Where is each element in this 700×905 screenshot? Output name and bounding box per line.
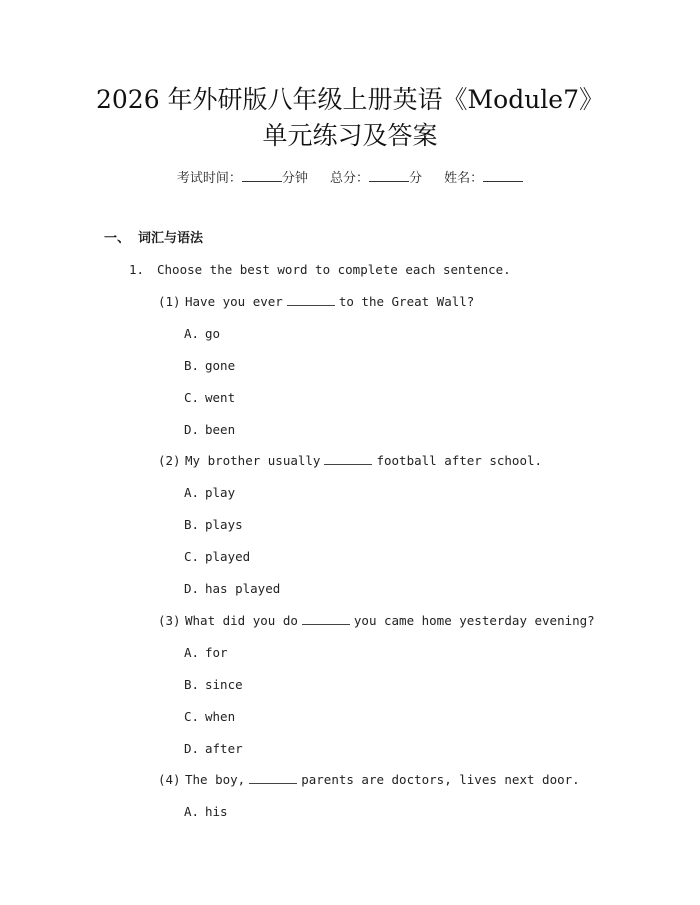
option-letter: C. — [184, 708, 200, 724]
item-text-before: Have you ever — [185, 293, 283, 309]
score-field — [330, 169, 422, 188]
option-letter: A. — [184, 325, 200, 341]
option-text: gone — [205, 357, 236, 373]
item-stem — [158, 612, 595, 630]
option-row — [184, 676, 243, 694]
item-stem — [158, 452, 542, 470]
item-stem — [158, 771, 580, 789]
question-line — [129, 261, 511, 279]
time-field — [177, 169, 308, 188]
item-number: (1) — [158, 293, 181, 309]
option-row — [184, 708, 235, 726]
option-row — [184, 740, 243, 758]
option-letter: C. — [184, 549, 200, 565]
option-row — [184, 644, 228, 662]
option-row — [184, 803, 228, 821]
item-text-before: What did you do — [185, 612, 298, 628]
name-field — [444, 169, 523, 188]
item-text-after: parents are doctors, lives next door. — [301, 772, 580, 788]
option-row — [184, 357, 235, 375]
option-row — [184, 548, 250, 566]
answer-blank — [287, 293, 335, 306]
option-letter: A. — [184, 804, 200, 820]
option-letter: B. — [184, 517, 200, 533]
time-unit: 分钟 — [281, 171, 308, 186]
option-row — [184, 421, 235, 439]
question-number: 1. — [129, 262, 145, 277]
option-row — [184, 516, 243, 534]
page-title-line2: 单元练习及答案 — [262, 121, 438, 150]
option-text: been — [205, 421, 236, 437]
item-number: (2) — [158, 453, 181, 469]
item-text-after: to the Great Wall? — [338, 293, 475, 309]
option-text: when — [205, 708, 236, 724]
time-blank — [242, 169, 282, 182]
option-text: after — [205, 740, 243, 756]
option-text: go — [205, 325, 221, 341]
section-heading — [104, 230, 203, 248]
option-text: for — [205, 644, 228, 660]
item-text-after: you came home yesterday evening? — [353, 612, 595, 628]
item-text-before: The boy, — [185, 772, 246, 788]
option-row — [184, 325, 220, 343]
section-number: 一、 — [104, 231, 131, 246]
option-text: went — [205, 389, 236, 405]
score-blank — [369, 169, 409, 182]
option-text: since — [205, 676, 243, 692]
option-letter: B. — [184, 357, 200, 373]
item-text-after: football after school. — [376, 453, 543, 469]
item-number: (3) — [158, 612, 181, 628]
name-label: 姓名： — [444, 171, 484, 186]
option-letter: C. — [184, 389, 200, 405]
option-letter: D. — [184, 581, 200, 596]
answer-blank — [324, 452, 372, 465]
option-letter: D. — [184, 421, 200, 437]
option-letter: B. — [184, 676, 200, 692]
option-text: has played — [205, 581, 281, 596]
option-row — [184, 389, 235, 407]
answer-blank — [302, 612, 350, 625]
option-letter: A. — [184, 485, 200, 501]
score-label: 总分： — [329, 171, 369, 186]
option-row — [184, 484, 235, 502]
option-text: play — [205, 485, 236, 501]
option-row — [184, 580, 280, 598]
page-title-line1: 2026 年外研版八年级上册英语《Module7》 — [95, 85, 605, 114]
option-letter: D. — [184, 740, 200, 756]
option-text: played — [205, 549, 251, 565]
option-letter: A. — [184, 644, 200, 660]
item-text-before: My brother usually — [185, 453, 321, 469]
answer-blank — [249, 771, 297, 784]
exam-info-row — [0, 169, 700, 188]
item-stem — [158, 293, 474, 311]
option-text: plays — [205, 517, 243, 533]
section-title: 词汇与语法 — [138, 231, 204, 246]
item-number: (4) — [158, 772, 181, 788]
time-label: 考试时间： — [176, 171, 242, 186]
question-prompt: Choose the best word to complete each sentence. — [157, 262, 511, 277]
score-unit: 分 — [409, 171, 423, 186]
option-text: his — [205, 804, 228, 820]
name-blank — [483, 169, 523, 182]
